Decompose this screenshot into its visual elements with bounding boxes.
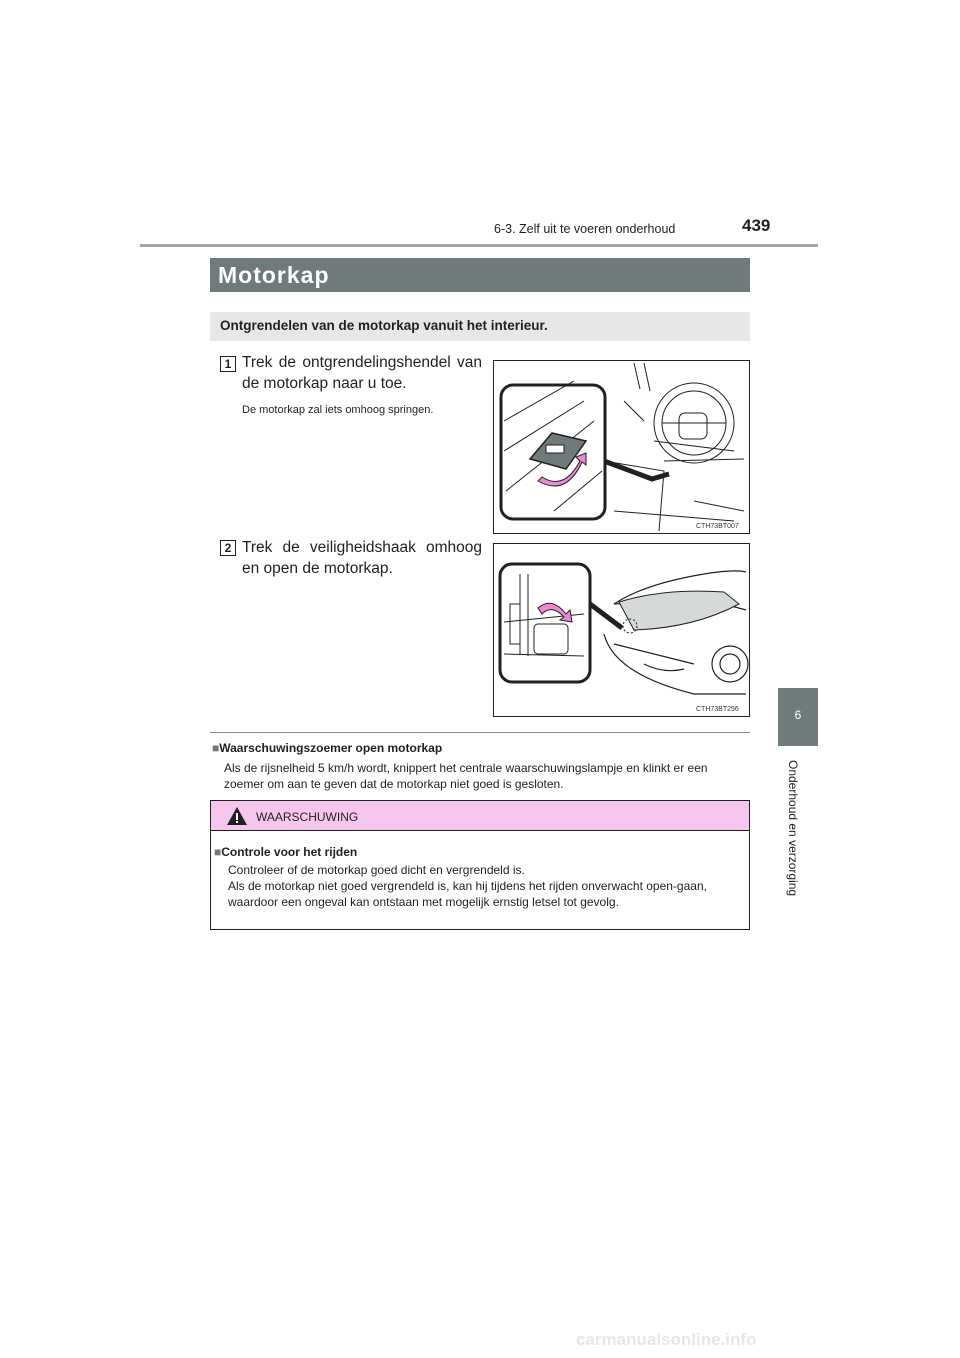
chapter-number: 6 <box>794 708 802 722</box>
figure-safety-catch <box>493 543 750 717</box>
header-rule <box>140 244 818 247</box>
warning-label: WAARSCHUWING <box>256 810 359 824</box>
bullet-square-icon: ■ <box>214 845 222 859</box>
subsection-title: Ontgrendelen van de motorkap vanuit het interieur. <box>220 318 548 333</box>
warning-body <box>228 862 743 910</box>
step-2-text: Trek de veiligheidshaak omhoog en open de motorkap. <box>242 539 482 577</box>
page-number: 439 <box>742 216 771 235</box>
warning-item-title-text: Controle voor het rijden <box>221 845 358 859</box>
step-1-text: Trek de ontgrendelingshendel van de motorkap naar u toe. <box>242 354 482 392</box>
warning-body-line-2: Als de motorkap niet goed vergrendeld is, kan hij tijdens het rijden onverwacht open-gaan, waardoor een ongeval kan ontstaan met mogelijk ernstig letsel tot gevolg. <box>228 879 707 909</box>
figure-1-code: CTH73BT007 <box>696 523 739 530</box>
header-section: 6-3. Zelf uit te voeren onderhoud <box>494 222 676 236</box>
note-title-text: Waarschuwingszoemer open motorkap <box>219 741 443 755</box>
watermark: carmanualsonline.info <box>576 1330 757 1349</box>
section-divider <box>210 732 750 733</box>
lever-illustration <box>494 361 749 533</box>
step-2-number: 2 <box>220 540 236 556</box>
figure-hood-release-lever <box>493 360 750 534</box>
warning-triangle-icon <box>226 806 248 826</box>
note-body: Als de rijsnelheid 5 km/h wordt, knippert het centrale waarschuwingslampje en klinkt er een zoemer om aan te geven dat de motorkap niet goed is gesloten. <box>224 761 708 791</box>
page-title: Motorkap <box>218 262 330 288</box>
warning-item-title <box>214 845 357 859</box>
safety-catch-illustration <box>494 544 749 716</box>
figure-2-code: CTH73BT256 <box>696 706 739 713</box>
chapter-label: Onderhoud en verzorging <box>786 760 800 897</box>
note-title <box>212 741 442 755</box>
warning-body-line-1: Controleer of de motorkap goed dicht en vergrendeld is. <box>228 863 525 877</box>
step-1-number: 1 <box>220 356 236 372</box>
step-1-note: De motorkap zal iets omhoog springen. <box>242 404 434 416</box>
bullet-square-icon: ■ <box>212 741 220 755</box>
